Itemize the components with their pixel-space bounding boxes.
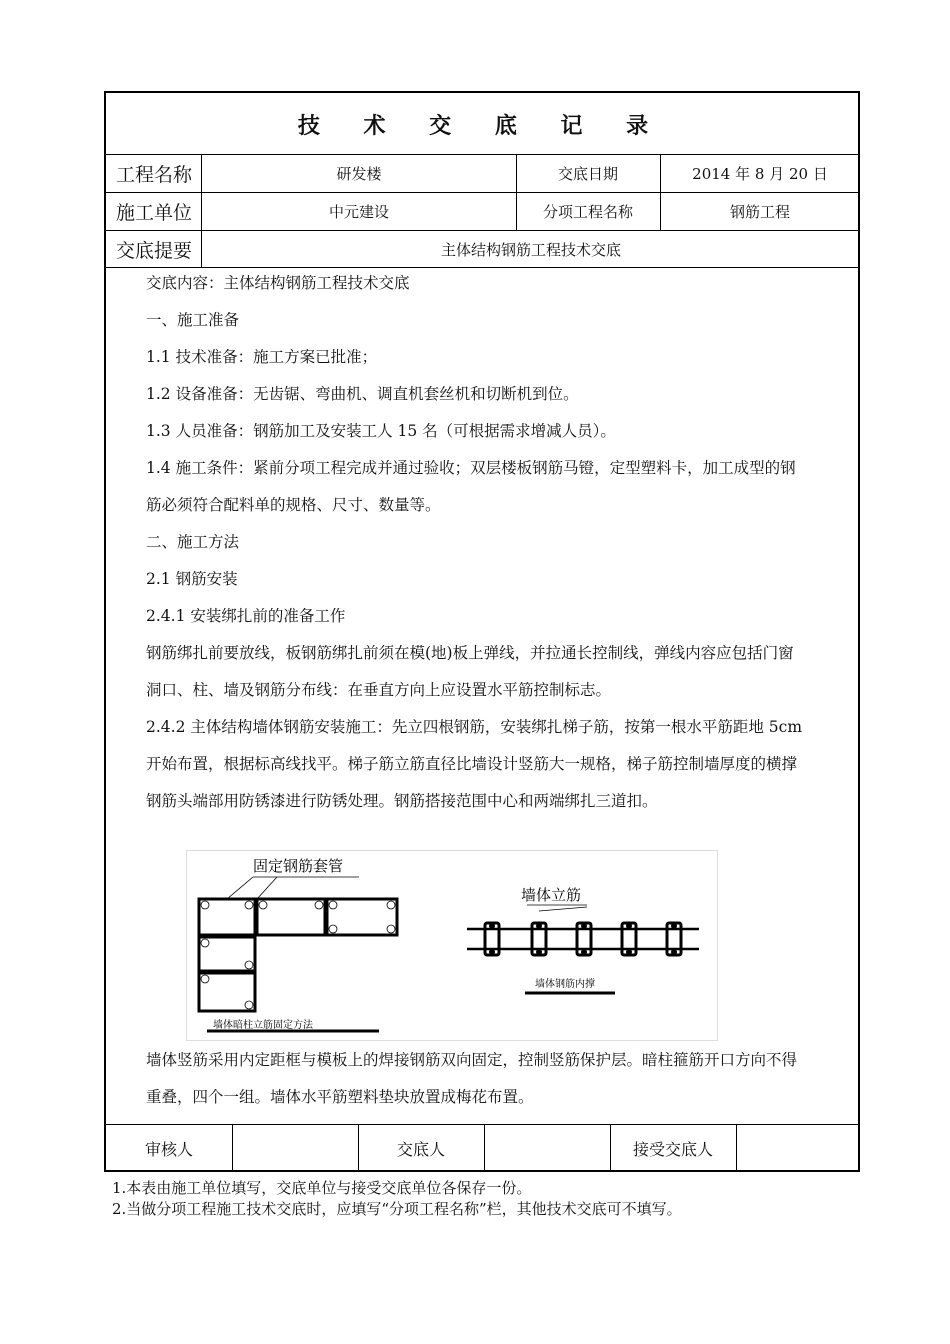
content-intro: 交底内容：主体结构钢筋工程技术交底 (146, 274, 410, 292)
content-paragraph: 钢筋绑扎前要放线，板钢筋绑扎前须在模(地)板上弹线，并拉通长控制线，弹线内容应包括门窗 (146, 644, 794, 662)
content-paragraph: 钢筋头端部用防锈漆进行防锈处理。钢筋搭接范围中心和两端绑扎三道扣。 (146, 792, 658, 810)
reviewer-label: 审核人 (144, 1140, 193, 1159)
date-value: 2014 年 8 月 20 日 (692, 165, 828, 183)
divider (736, 1125, 737, 1172)
receiver-label: 接受交底人 (632, 1140, 713, 1159)
date-label: 交底日期 (557, 165, 618, 183)
column-stirrups (199, 899, 397, 1011)
leader-line (257, 877, 277, 899)
project-name-value: 研发楼 (336, 165, 382, 183)
unit-label: 施工单位 (115, 202, 192, 224)
content-paragraph: 1.3 人员准备：钢筋加工及安装工人 15 名（可根据需求增减人员）。 (146, 422, 616, 440)
content-paragraph: 1.4 施工条件：紧前分项工程完成并通过验收；双层楼板钢筋马镫，定型塑料卡，加工成型的钢 (146, 459, 796, 477)
project-name-label: 工程名称 (115, 164, 192, 186)
divider (358, 1125, 359, 1172)
content-paragraph: 1.2 设备准备：无齿锯、弯曲机、调直机套丝机和切断机到位。 (146, 385, 579, 403)
summary-value: 主体结构钢筋工程技术交底 (440, 240, 621, 259)
content-paragraph: 2.4.2 主体结构墙体钢筋安装施工：先立四根钢筋，安装绑扎梯子筋，按第一根水平筋距地 5cm (146, 718, 803, 736)
divider (516, 155, 517, 231)
divider (610, 1125, 611, 1172)
divider (201, 155, 202, 268)
divider (660, 155, 661, 231)
leader-line (227, 877, 253, 899)
disclosure-form (104, 91, 860, 1172)
receiver-value[interactable] (736, 1125, 860, 1172)
reviewer-value[interactable] (232, 1125, 358, 1172)
form-notes (112, 1178, 682, 1220)
label-sleeve: 固定钢筋套管 (253, 859, 344, 875)
divider (232, 1125, 233, 1172)
divider (484, 1125, 485, 1172)
leader-line (539, 907, 587, 911)
content-paragraph: 洞口、柱、墙及钢筋分布线：在垂直方向上应设置水平筋控制标志。 (146, 681, 612, 699)
note-item: 2.当做分项工程施工技术交底时，应填写“分项工程名称”栏，其他技术交底可不填写。 (112, 1200, 682, 1218)
discloser-label: 交底人 (396, 1140, 445, 1159)
content-paragraph: 1.1 技术准备：施工方案已批准； (146, 348, 378, 366)
rebar-diagram-svg (187, 851, 719, 1042)
content-paragraph: 墙体竖筋采用内定距框与模板上的焊接钢筋双向固定，控制竖筋保护层。暗柱箍筋开口方向不得 (146, 1051, 798, 1069)
content-paragraph: 2.1 钢筋安装 (146, 570, 238, 588)
unit-value: 中元建设 (328, 203, 389, 221)
content-paragraph: 重叠，四个一组。墙体水平筋塑料垫块放置成梅花布置。 (146, 1088, 534, 1106)
column-bars (201, 901, 395, 1009)
content-paragraph: 筋必须符合配料单的规格、尺寸、数量等。 (146, 496, 441, 514)
discloser-value[interactable] (484, 1125, 610, 1172)
rebar-diagram (186, 850, 718, 1041)
subproject-value: 钢筋工程 (729, 203, 790, 221)
label-wall-bar: 墙体立筋 (521, 888, 582, 904)
disclosure-content-after (146, 1042, 858, 1116)
section-heading: 一、施工准备 (146, 311, 240, 329)
subproject-label: 分项工程名称 (542, 203, 633, 221)
section-heading: 二、施工方法 (146, 533, 240, 551)
content-paragraph: 开始布置，根据标高线找平。梯子筋立筋直径比墙设计竖筋大一规格，梯子筋控制墙厚度的横撑 (146, 755, 798, 773)
summary-label: 交底提要 (115, 239, 192, 262)
caption-column: 墙体暗柱立筋固定方法 (213, 1020, 313, 1031)
form-title: 技 术 交 底 记 录 (297, 112, 667, 139)
content-paragraph: 2.4.1 安装绑扎前的准备工作 (146, 607, 346, 625)
note-item: 1.本表由施工单位填写，交底单位与接受交底单位各保存一份。 (112, 1179, 532, 1197)
caption-brace: 墙体钢筋内撑 (535, 979, 595, 990)
disclosure-content (146, 265, 858, 820)
